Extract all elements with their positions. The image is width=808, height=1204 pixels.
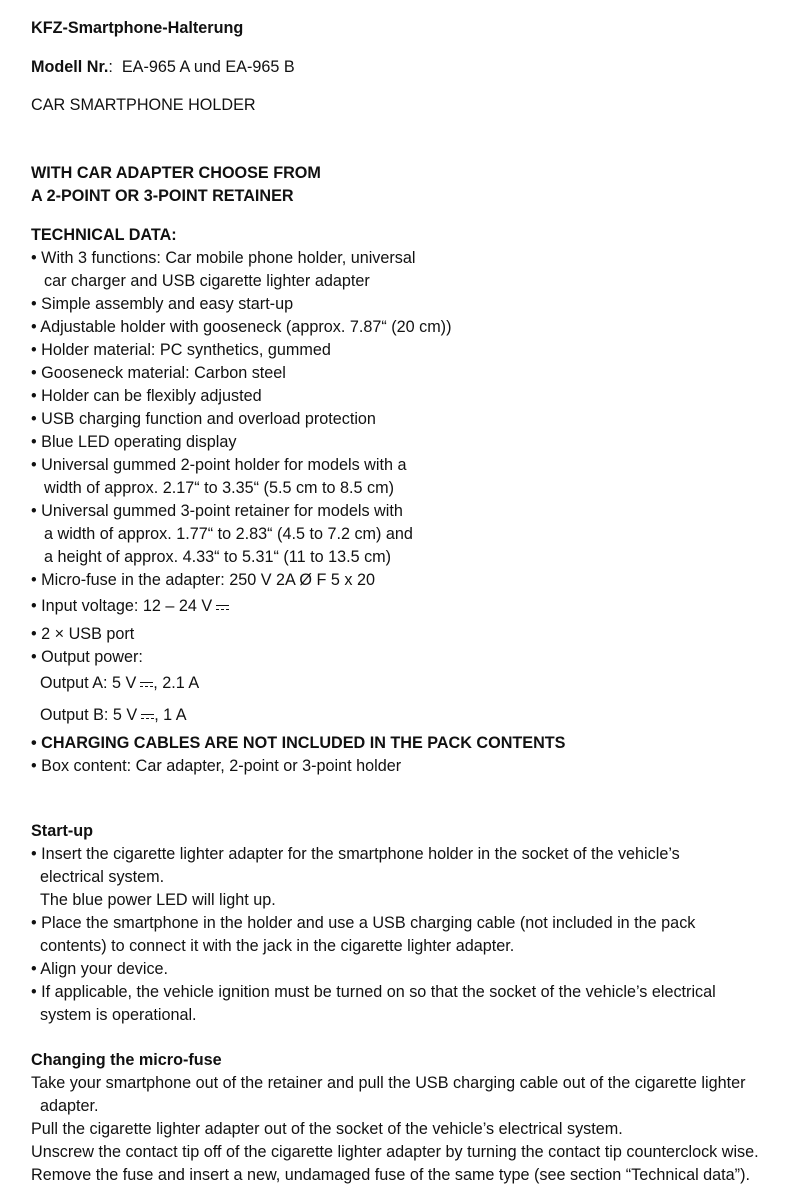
output-b-suffix: , 1 A — [154, 706, 187, 724]
headline-line-1: WITH CAR ADAPTER CHOOSE FROM — [31, 164, 321, 182]
input-voltage-text: • Input voltage: 12 – 24 V — [31, 597, 213, 615]
tech-line: • Adjustable holder with gooseneck (approx. 7.87“ (20 cm)) — [31, 318, 452, 336]
dc-symbol-icon — [216, 605, 229, 611]
tech-line: a width of approx. 1.77“ to 2.83“ (4.5 to 7.2 cm) and — [44, 525, 413, 543]
document-title: KFZ-Smartphone-Halterung — [31, 19, 244, 37]
dc-symbol-icon — [140, 682, 153, 688]
fuse-line: adapter. — [40, 1097, 99, 1115]
model-label: Modell Nr. — [31, 58, 109, 76]
startup-heading: Start-up — [31, 822, 94, 840]
startup-line: contents) to connect it with the jack in the cigarette lighter adapter. — [40, 937, 515, 955]
fuse-line: Pull the cigarette lighter adapter out of the socket of the vehicle’s electrical system. — [31, 1120, 623, 1138]
dc-symbol-icon — [141, 714, 154, 720]
tech-line: • Universal gummed 3-point retainer for models with — [31, 502, 403, 520]
fuse-line: Unscrew the contact tip off of the cigarette lighter adapter by turning the contact tip counterclock wise. — [31, 1143, 759, 1161]
startup-line: • Place the smartphone in the holder and use a USB charging cable (not included in the pack — [31, 914, 696, 932]
tech-line: • USB charging function and overload protection — [31, 410, 376, 428]
startup-line: system is operational. — [40, 1006, 197, 1024]
tech-line: • Universal gummed 2-point holder for models with a — [31, 456, 407, 474]
fuse-line: Remove the fuse and insert a new, undamaged fuse of the same type (see section “Technical data”). — [31, 1166, 750, 1184]
startup-line: electrical system. — [40, 868, 165, 886]
tech-line: • Holder can be flexibly adjusted — [31, 387, 262, 405]
output-power: • Output power: — [31, 648, 143, 666]
startup-line: • If applicable, the vehicle ignition must be turned on so that the socket of the vehicle’s electrical — [31, 983, 716, 1001]
fuse-line: Take your smartphone out of the retainer and pull the USB charging cable out of the cigarette lighter — [31, 1074, 746, 1092]
technical-heading: TECHNICAL DATA: — [31, 226, 177, 244]
model-number — [31, 57, 295, 77]
output-a-suffix: , 2.1 A — [153, 674, 200, 692]
startup-line: • Align your device. — [31, 960, 169, 978]
usb-port: • 2 × USB port — [31, 625, 135, 643]
input-voltage — [31, 596, 229, 616]
subtitle: CAR SMARTPHONE HOLDER — [31, 96, 256, 114]
output-b — [40, 705, 187, 725]
tech-line: • Micro-fuse in the adapter: 250 V 2A Ø F 5 x 20 — [31, 571, 375, 589]
cables-notice: • CHARGING CABLES ARE NOT INCLUDED IN THE PACK CONTENTS — [31, 734, 566, 752]
tech-line: • Simple assembly and easy start-up — [31, 295, 294, 313]
headline-line-2: A 2-POINT OR 3-POINT RETAINER — [31, 187, 294, 205]
box-content: • Box content: Car adapter, 2-point or 3-point holder — [31, 757, 402, 775]
tech-line: • With 3 functions: Car mobile phone holder, universal — [31, 249, 416, 267]
fuse-heading: Changing the micro-fuse — [31, 1051, 222, 1069]
tech-line: a height of approx. 4.33“ to 5.31“ (11 to 13.5 cm) — [44, 548, 392, 566]
tech-line: • Blue LED operating display — [31, 433, 237, 451]
output-a — [40, 673, 199, 693]
tech-line: car charger and USB cigarette lighter adapter — [44, 272, 370, 290]
tech-line: width of approx. 2.17“ to 3.35“ (5.5 cm to 8.5 cm) — [44, 479, 394, 497]
output-b-prefix: Output B: 5 V — [40, 706, 138, 724]
model-value: EA-965 A und EA-965 B — [121, 58, 295, 76]
tech-line: • Holder material: PC synthetics, gummed — [31, 341, 331, 359]
tech-line: • Gooseneck material: Carbon steel — [31, 364, 286, 382]
model-separator: : — [108, 58, 113, 76]
startup-line: • Insert the cigarette lighter adapter for the smartphone holder in the socket of the vehicle’s — [31, 845, 680, 863]
output-a-prefix: Output A: 5 V — [40, 674, 137, 692]
startup-line: The blue power LED will light up. — [40, 891, 276, 909]
